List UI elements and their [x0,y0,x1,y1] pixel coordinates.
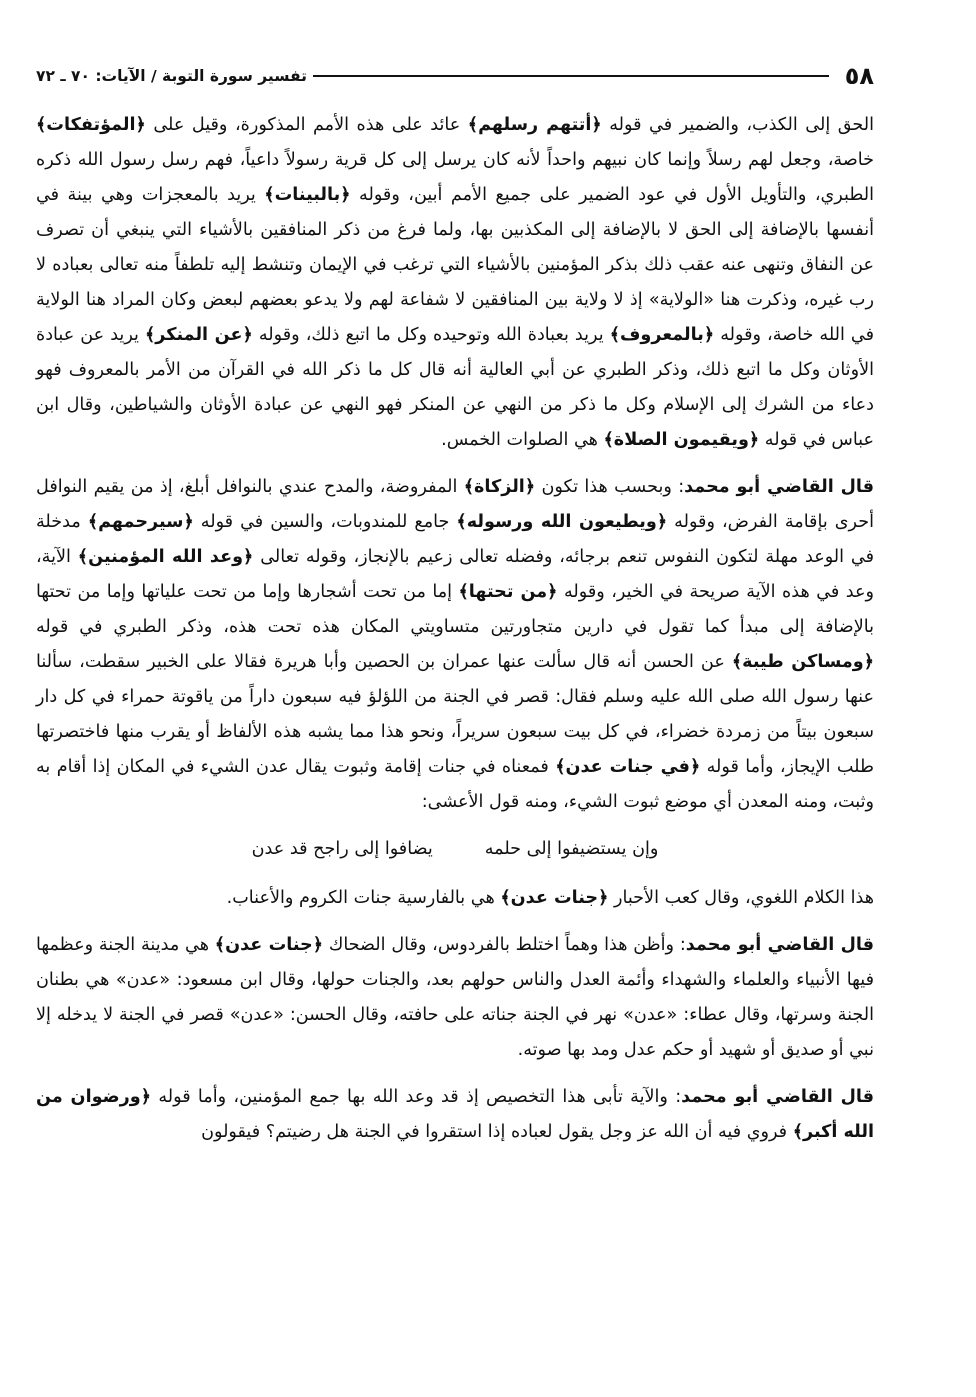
text-run: فمعناه في جنات إقامة وثبوت يقال عدن الشيء في المكان إذا أقام به وثبت، ومنه المعدن أي موضع ثبوت الشيء، ومنه قول الأعشى: [36,757,874,812]
text-run: مدخلة في الوعد مهلة لتكون النفوس تنعم برجائه، وفضله تعالى زعيم بالإنجاز، وقوله تعالى [36,512,874,567]
header-rule [313,75,829,77]
bold-quote: ﴿أتتهم رسلهم﴾ [467,115,602,135]
text-run: : والآية تأبى هذا التخصيص إذ قد وعد الله بها جمع المؤمنين، وأما قوله [151,1087,682,1107]
paragraph [36,470,874,820]
text-run: هي بالفارسية جنات الكروم والأعناب. [226,888,501,908]
verse-second-hemistich: يضافوا إلى راجح قد عدن [251,839,433,859]
text-run: عائد على هذه الأمم المذكورة، وقيل على [145,115,468,135]
text-run: جامع للمندوبات، والسين في قوله [193,512,457,532]
bold-quote: ﴿بالبينات﴾ [264,185,351,205]
paragraphs-before-verse [36,108,874,820]
text-run: فروي فيه أن الله عز وجل يقول لعباده إذا استقروا في الجنة هل رضيتم؟ فيقولون [201,1122,793,1142]
text-run: يريد بالمعجزات وهي بينة في أنفسها بالإضافة إلى الحق لا بالإضافة إلى المكذبين بها، ولما فرغ من ذكر المنافقين بالأشياء التي ينبغي أن تصرف عن النفاق وتنهى عنه عقب ذلك بذكر المؤمنين بالأشياء التي ترغب في الإيمان وتنشط إليه تلطفاً منه تعالى بعباده لا رب غيره، وذكرت هنا «الولاية» إذ لا ولاية بين المنافقين لا شفاعة لهم ولا يدعو بعضهم لبعض وكان المراد هنا الولاية في الله خاصة، وقوله [36,185,875,345]
bold-quote: قال القاضي أبو محمد [681,1087,874,1107]
text-run: إما من تحت أشجارها وإما من تحت علياتها وإما من تحتها بالإضافة إلى مبدأ كما تقول في دارين متجاورتين متساويتي المكان هذه تحت هذه، وذكر الطبري في قوله [36,582,874,637]
bold-quote: ﴿ومساكن طيبة﴾ [731,652,875,672]
bold-quote: ﴿عن المنكر﴾ [144,325,253,345]
bold-quote: قال القاضي أبو محمد [684,477,874,497]
bold-quote: ﴿وعد الله المؤمنين﴾ [77,547,254,567]
text-run: عن الحسن أنه قال سألت عنها عمران بن الحصين وأبا هريرة فقالا على الخبير سقطت، سألنا عنها رسول الله صلى الله عليه وسلم فقال: قصر في الجنة من اللؤلؤ فيه سبعون داراً من ياقوتة حمراء في كل دار سبعون بيتاً من زمردة خضراء، في كل بيت سبعون سريراً، ونحو هذا مما يشبه هذه الألفاظ أو يقرب منها فاختصرتها طلب الإيجاز، وأما قوله [36,652,874,777]
bold-quote: قال القاضي أبو محمد [685,935,874,955]
bold-quote: ﴿المؤتفكات﴾ [36,115,146,135]
text-run: هذا الكلام اللغوي، وقال كعب الأحبار [608,888,874,908]
bold-quote: ﴿ويقيمون الصلاة﴾ [603,430,760,450]
bold-quote: ﴿ورضوان من الله أكبر﴾ [36,1087,874,1142]
bold-quote: ﴿جنات عدن﴾ [214,935,324,955]
text-run: المفروضة، والمدح عندي بالنوافل أبلغ، إذ من يقيم النوافل أحرى بإقامة الفرض، وقوله [36,477,874,532]
paragraph [36,928,874,1068]
text-run: خاصة، وجعل لهم رسلاً وإنما كان نبيهم واحداً لأنه كان يرسل إلى كل قرية رسولاً داعياً، فهم رسل رسول الله ذكره الطبري، والتأويل الأول في عود الضمير على جميع الأمم أبين، وقوله [36,150,875,205]
bold-quote: ﴿ويطيعون الله ورسوله﴾ [456,512,668,532]
paragraph [36,881,874,916]
bold-quote: ﴿بالمعروف﴾ [609,325,715,345]
text-run: يريد بعبادة الله وتوحيده وكل ما اتبع ذلك، وقوله [252,325,610,345]
running-head [36,56,874,96]
bold-quote: ﴿سيرحمهم﴾ [87,512,194,532]
body-text [36,108,874,1150]
text-run: الحق إلى الكذب، والضمير في قوله [601,115,874,135]
bold-quote: ﴿الزكاة﴾ [463,477,536,497]
text-run: يريد عن عبادة الأوثان وكل ما اتبع ذلك، وذكر الطبري عن أبي العالية أنه قال كل ما ذكر الله في القرآن من الأمر بالمعروف فهو دعاء من الشرك إلى الإسلام وكل ما ذكر من النهي عن المنكر فهو النهي عن عبادة الأوثان والشياطين، وقال ابن عباس في قوله [36,325,874,450]
paragraphs-after-verse [36,881,874,1150]
text-run: : وأظن هذا وهماً اختلط بالفردوس، وقال الضحاك [323,935,686,955]
text-run: هي مدينة الجنة وعظمها فيها الأنبياء والعلماء والشهداء وأئمة العدل والناس حولهم بعد، والجنات حولها، وقال ابن مسعود: «عدن» هي بطنان الجنة وسرتها، وقال عطاء: «عدن» نهر في الجنة جناته على حافته، وقال الحسن: «عدن» قصر في الجنة لا يدخله إلا نبي أو صديق أو شهيد أو حكم عدل ومد بها صوته. [36,935,874,1060]
verse-first-hemistich: وإن يستضيفوا إلى حلمه [484,839,659,859]
poetry-verse [36,832,874,867]
paragraph [36,108,874,458]
page-number: ٥٨ [844,62,874,90]
bold-quote: ﴿من تحتها﴾ [458,582,558,602]
paragraph [36,1080,874,1150]
text-run: : وبحسب هذا تكون [535,477,685,497]
text-run: هي الصلوات الخمس. [441,430,604,450]
bold-quote: ﴿في جنات عدن﴾ [555,757,701,777]
bold-quote: ﴿جنات عدن﴾ [500,888,609,908]
book-page [36,56,874,1162]
text-run: الآية، وعد في هذه الآية صريحة في الخير، وقوله [36,547,874,602]
running-head-title: تفسير سورة التوبة / الآيات: ٧٠ ـ ٧٢ [36,67,307,85]
